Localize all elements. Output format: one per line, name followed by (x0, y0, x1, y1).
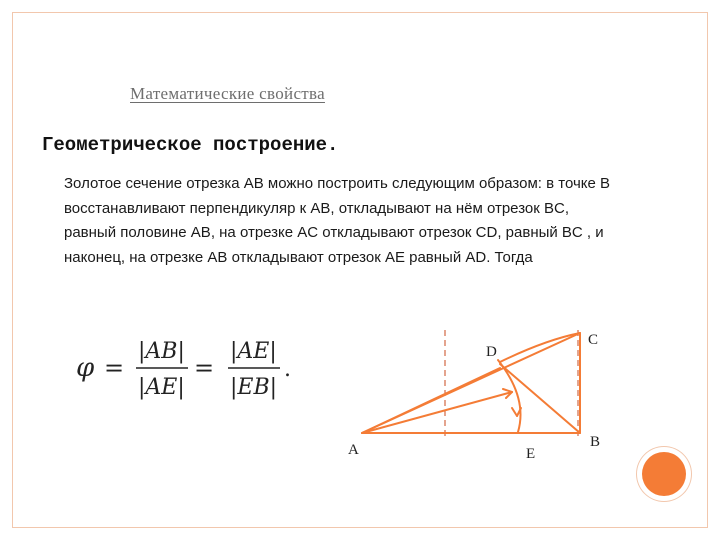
fraction1-denominator: |AE| (138, 375, 185, 400)
phi-symbol: φ (76, 353, 95, 383)
decorative-circle (642, 452, 686, 496)
equals-sign: = (104, 354, 125, 382)
equals-sign-2: = (194, 354, 215, 382)
arrow-head-1 (503, 389, 512, 392)
slide-title: Математические свойства (130, 84, 325, 103)
arrow-head-3 (512, 408, 517, 416)
slide-subtitle: Геометрическое построение. (42, 134, 339, 156)
formula-period: . (284, 357, 291, 382)
label-b: B (590, 434, 601, 450)
fraction2-numerator: |AE| (230, 339, 277, 364)
label-a: A (348, 442, 359, 458)
golden-ratio-formula (70, 330, 320, 410)
body-paragraph: Золотое сечение отрезка AB можно построить следующим образом: в точке B восстанавливают перпендикуляр к AB, откладывают на нём отрезок BC, равный половине AB, на отрезке AC откладывают отрезок CD, равный BC , и наконец, на отрезке AB откладывают отрезок AE равный AD. Тогда (64, 175, 611, 266)
arc-cd (500, 333, 580, 362)
segment-b-to-d (500, 364, 580, 433)
fraction1-numerator: |AB| (138, 339, 185, 364)
label-d: D (486, 344, 497, 360)
label-e: E (526, 446, 536, 462)
construction-diagram (340, 320, 630, 470)
fraction2-denominator: |EB| (230, 375, 278, 400)
label-c: C (588, 332, 599, 348)
